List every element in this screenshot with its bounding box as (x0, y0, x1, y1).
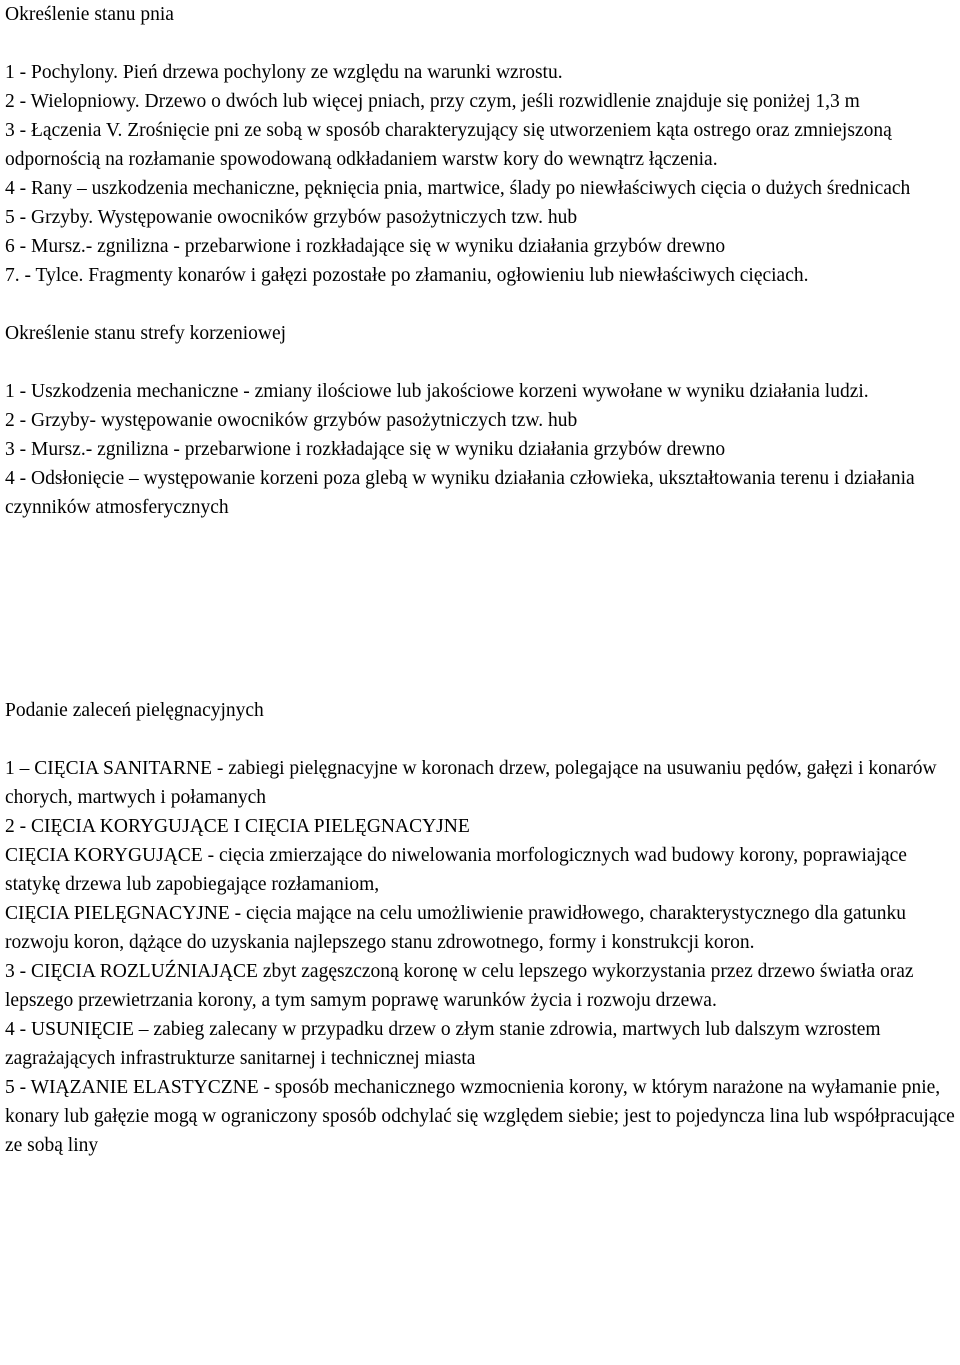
spacer (5, 551, 955, 580)
list-item: 5 - WIĄZANIE ELASTYCZNE - sposób mechanicznego wzmocnienia korony, w którym narażone na wyłamanie pnie, konary lub gałęzie mogą w ograniczony sposób odchylać się względem siebie; jest to pojedyncza lina lub współpracujące ze sobą liny (5, 1077, 955, 1156)
list-item: 2 - Wielopniowy. Drzewo o dwóch lub więcej pniach, przy czym, jeśli rozwidlenie znajduje się poniżej 1,3 m (5, 91, 860, 112)
list-item: CIĘCIA KORYGUJĄCE - cięcia zmierzające do niwelowania morfologicznych wad budowy korony, poprawiające statykę drzewa lub zapobiegające rozłamaniom, (5, 845, 907, 895)
spacer (5, 725, 955, 754)
list-item: 1 - Uszkodzenia mechaniczne - zmiany ilościowe lub jakościowe korzeni wywołane w wyniku działania ludzi. (5, 381, 869, 402)
list-item: 7. - Tylce. Fragmenty konarów i gałęzi pozostałe po złamaniu, ogłowieniu lub niewłaściwych cięciach. (5, 265, 809, 286)
list-item: 1 – CIĘCIA SANITARNE - zabiegi pielęgnacyjne w koronach drzew, polegające na usuwaniu pędów, gałęzi i konarów chorych, martwych i połamanych (5, 758, 937, 808)
spacer (5, 290, 955, 319)
spacer (5, 638, 955, 667)
document-page (5, 0, 955, 1160)
list-item: 2 - Grzyby- występowanie owocników grzybów pasożytniczych tzw. hub (5, 410, 578, 431)
spacer (5, 348, 955, 377)
section-title-roots: Określenie stanu strefy korzeniowej (5, 323, 287, 344)
list-item: 3 - Mursz.- zgnilizna - przebarwione i rozkładające się w wyniku działania grzybów drewno (5, 439, 726, 460)
trunk-condition-section (5, 0, 955, 290)
list-item: 5 - Grzyby. Występowanie owocników grzybów pasożytniczych tzw. hub (5, 207, 578, 228)
list-item: 3 - Łączenia V. Zrośnięcie pni ze sobą w sposób charakteryzujący się utworzeniem kąta ostrego oraz zmniejszoną odpornością na rozłamanie spowodowaną odkładaniem warstw kory do wewnątrz łączenia. (5, 120, 892, 170)
list-item: 3 - CIĘCIA ROZLUŹNIAJĄCE zbyt zagęszczoną koronę w celu lepszego wykorzystania przez drzewo światła oraz lepszego przewietrzania korony, a tym samym poprawę warunków życia i rozwoju drzewa. (5, 961, 914, 1011)
section-title-recommendations: Podanie zaleceń pielęgnacyjnych (5, 700, 264, 721)
spacer (5, 580, 955, 609)
section-title-trunk: Określenie stanu pnia (5, 4, 174, 25)
list-item: 2 - CIĘCIA KORYGUJĄCE I CIĘCIA PIELĘGNACYJNE (5, 816, 470, 837)
list-item: 4 - Rany – uszkodzenia mechaniczne, pęknięcia pnia, martwice, ślady po niewłaściwych cięcia o dużych średnicach (5, 178, 911, 199)
list-item: 1 - Pochylony. Pień drzewa pochylony ze względu na warunki wzrostu. (5, 62, 563, 83)
spacer (5, 29, 955, 58)
spacer (5, 522, 955, 551)
spacer (5, 609, 955, 638)
list-item: CIĘCIA PIELĘGNACYJNE - cięcia mające na celu umożliwienie prawidłowego, charakterystycznego dla gatunku rozwoju koron, dążące do uzyskania najlepszego stanu zdrowotnego, formy i konstrukcji koron. (5, 903, 907, 953)
spacer (5, 667, 955, 696)
root-zone-section (5, 319, 955, 522)
list-item: 4 - Odsłonięcie – występowanie korzeni poza glebą w wyniku działania człowieka, ukształtowania terenu i działania czynników atmosferycznych (5, 468, 915, 518)
care-recommendations-section (5, 696, 955, 1160)
list-item: 6 - Mursz.- zgnilizna - przebarwione i rozkładające się w wyniku działania grzybów drewno (5, 236, 726, 257)
list-item: 4 - USUNIĘCIE – zabieg zalecany w przypadku drzew o złym stanie zdrowia, martwych lub dalszym wzrostem zagrażających infrastrukturze sanitarnej i technicznej miasta (5, 1019, 881, 1069)
